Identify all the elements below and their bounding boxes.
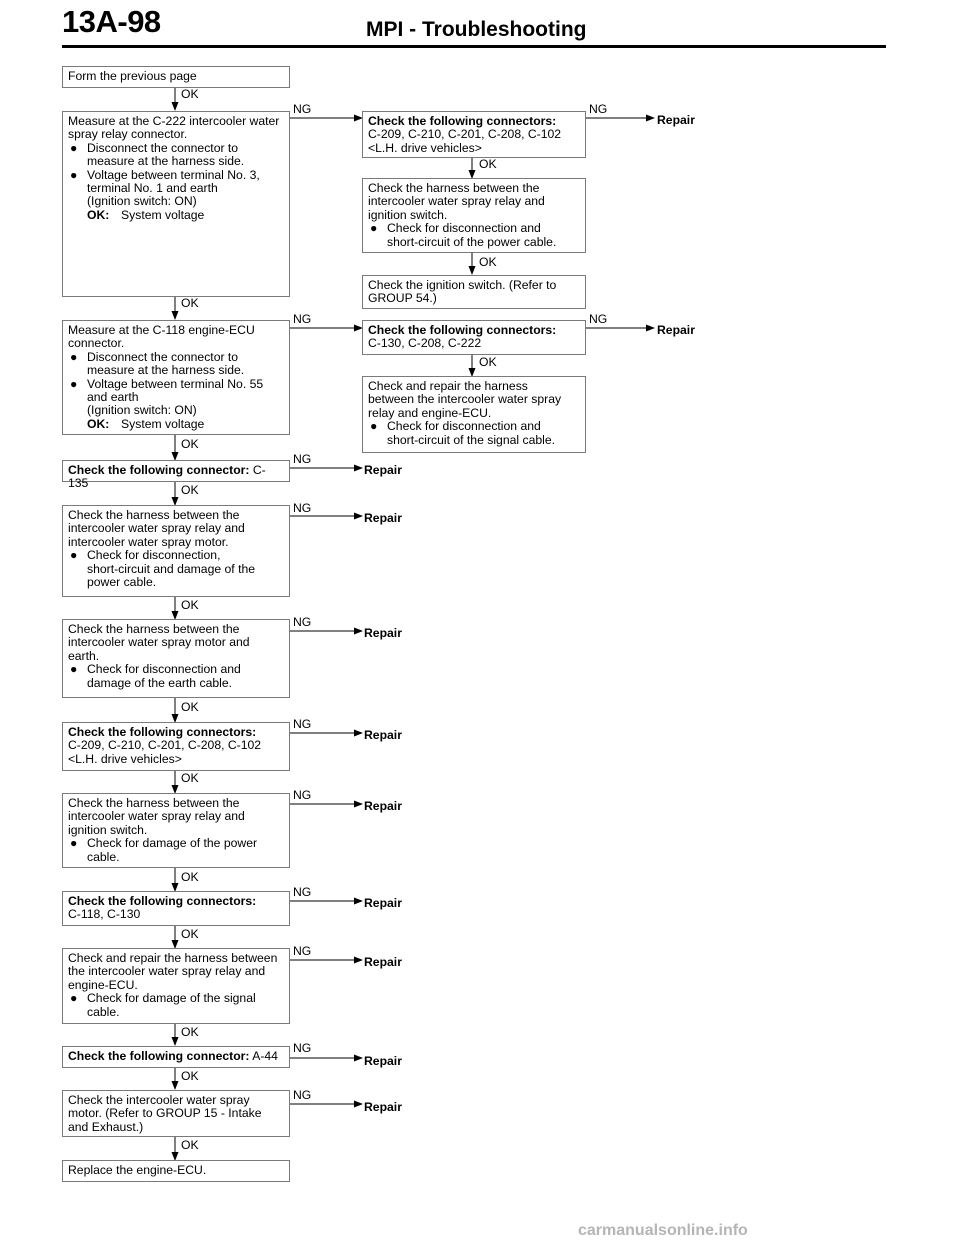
step-text: Check the following connector: A-44 xyxy=(68,1049,278,1063)
step-text: short-circuit of the power cable. xyxy=(387,234,557,249)
step-text: ignition switch. xyxy=(368,207,448,222)
step-check-harness-motor xyxy=(62,505,290,597)
step-text: between the intercooler water spray xyxy=(368,392,562,407)
step-check-connectors-4 xyxy=(62,891,290,926)
step-check-a44 xyxy=(62,1046,290,1068)
ng-label: NG xyxy=(293,501,312,515)
ng-label: NG xyxy=(589,102,608,116)
ok-label: OK xyxy=(181,598,199,612)
step-text: (Ignition switch: ON) xyxy=(87,194,197,209)
ok-label: OK xyxy=(181,771,199,785)
bullet-item: ● Disconnect the connector to xyxy=(70,140,239,155)
step-text: terminal No. 1 and earth xyxy=(87,181,218,196)
step-text: C-209, C-210, C-201, C-208, C-102 xyxy=(68,738,262,753)
bullet-item: ● Disconnect the connector to xyxy=(70,349,239,364)
step-text: and Exhaust.) xyxy=(68,1119,144,1134)
ok-label: OK xyxy=(479,157,497,171)
ok-label: OK xyxy=(181,1069,199,1083)
step-replace-ecu xyxy=(62,1160,290,1182)
repair-label: Repair xyxy=(364,463,402,477)
bullet-item: ● Check for damage of the power xyxy=(70,836,258,851)
bullet-item: ● Voltage between terminal No. 55 xyxy=(70,376,264,391)
bullet-icon: ● xyxy=(70,167,78,182)
step-text: intercooler water spray motor and xyxy=(68,635,250,650)
ng-label: NG xyxy=(293,1088,312,1102)
step-text: Check the harness between the xyxy=(68,622,240,636)
bullet-icon: ● xyxy=(70,140,78,155)
step-text: relay and engine-ECU. xyxy=(368,405,492,420)
step-measure-c222 xyxy=(62,111,290,297)
step-text: C-209, C-210, C-201, C-208, C-102 xyxy=(368,127,562,142)
bullet-icon: ● xyxy=(70,349,78,364)
ok-label: OK xyxy=(479,255,497,269)
step-heading: Check the following connectors: xyxy=(68,725,257,739)
step-repair-harness-signal xyxy=(62,948,290,1024)
step-text: Check the harness between the xyxy=(68,796,240,810)
step-text: power cable. xyxy=(87,575,157,590)
step-check-harness-earth xyxy=(62,619,290,698)
step-text: Measure at the C-118 engine-ECU xyxy=(68,323,255,337)
repair-label: Repair xyxy=(364,1100,402,1114)
step-repair-harness-ecu xyxy=(362,376,586,453)
bullet-icon: ● xyxy=(370,221,378,236)
watermark: carmanualsonline.info xyxy=(578,1222,748,1239)
bullet-icon: ● xyxy=(70,836,78,851)
ng-label: NG xyxy=(293,452,312,466)
ng-label: NG xyxy=(293,615,312,629)
step-check-ign-switch xyxy=(362,275,586,309)
repair-label: Repair xyxy=(364,896,402,910)
step-text: intercooler water spray motor. xyxy=(68,534,229,549)
step-text: (Ignition switch: ON) xyxy=(87,403,197,418)
step-text: C-118, C-130 xyxy=(68,907,141,922)
step-text: Check the following connector: C-135 xyxy=(68,463,266,491)
step-text: damage of the earth cable. xyxy=(87,675,232,690)
bullet-item: ● Check for damage of the signal xyxy=(70,991,256,1006)
ng-label: NG xyxy=(293,885,312,899)
bullet-item: ● Check for disconnection and xyxy=(370,221,541,236)
ok-label: OK xyxy=(181,1025,199,1039)
step-text: Check the harness between the xyxy=(368,181,540,195)
step-text: C-130, C-208, C-222 xyxy=(368,336,482,351)
step-text: Measure at the C-222 intercooler water xyxy=(68,114,280,128)
step-text: short-circuit of the signal cable. xyxy=(387,432,555,447)
step-text: intercooler water spray relay and xyxy=(68,521,245,536)
ng-label: NG xyxy=(293,1041,312,1055)
ok-label: OK xyxy=(181,437,199,451)
step-text: earth. xyxy=(68,648,100,663)
step-text: cable. xyxy=(87,849,120,864)
ok-label: OK xyxy=(181,296,199,310)
ok-label: OK xyxy=(479,355,497,369)
step-measure-c118 xyxy=(62,320,290,435)
step-check-harness-ign xyxy=(362,178,586,253)
bullet-item: ● Check for disconnection and xyxy=(70,662,241,677)
ng-label: NG xyxy=(589,312,608,326)
step-text: spray relay connector. xyxy=(68,127,188,142)
step-text: and earth xyxy=(87,390,139,405)
repair-label: Repair xyxy=(364,955,402,969)
bullet-icon: ● xyxy=(70,548,78,563)
ok-label: OK xyxy=(181,483,199,497)
step-heading: Check the following connectors: xyxy=(368,323,557,337)
step-text: Check the harness between the xyxy=(68,508,240,522)
ok-criteria: OK: System voltage xyxy=(87,207,205,222)
bullet-item: ● Check for disconnection, xyxy=(70,548,221,563)
ok-label: OK xyxy=(181,87,199,101)
step-text: measure at the harness side. xyxy=(87,363,245,378)
repair-label: Repair xyxy=(657,323,695,337)
repair-label: Repair xyxy=(364,1054,402,1068)
step-text: Check and repair the harness between xyxy=(68,951,278,965)
repair-label: Repair xyxy=(364,626,402,640)
repair-label: Repair xyxy=(364,511,402,525)
page-code: 13A-98 xyxy=(62,4,161,39)
ok-label: OK xyxy=(181,700,199,714)
step-text: <L.H. drive vehicles> xyxy=(68,751,182,766)
step-text: Check and repair the harness xyxy=(368,379,528,393)
step-text: <L.H. drive vehicles> xyxy=(368,140,482,155)
repair-label: Repair xyxy=(364,728,402,742)
step-check-connectors-3 xyxy=(62,722,290,771)
step-check-connectors-2 xyxy=(362,320,586,355)
step-text: Check the intercooler water spray xyxy=(68,1093,250,1107)
bullet-icon: ● xyxy=(70,991,78,1006)
page-title: MPI - Troubleshooting xyxy=(366,18,587,41)
step-check-harness-power xyxy=(62,793,290,868)
bullet-icon: ● xyxy=(370,419,378,434)
bullet-item: ● Voltage between terminal No. 3, xyxy=(70,167,260,182)
step-text: intercooler water spray relay and xyxy=(68,809,245,824)
step-check-connectors-1 xyxy=(362,111,586,158)
step-heading: Check the following connectors: xyxy=(68,894,257,908)
ok-label: OK xyxy=(181,870,199,884)
step-text: motor. (Refer to GROUP 15 - Intake xyxy=(68,1106,262,1121)
ok-criteria: OK: System voltage xyxy=(87,416,205,431)
step-text: intercooler water spray relay and xyxy=(368,194,545,209)
ng-label: NG xyxy=(293,788,312,802)
step-text: Replace the engine-ECU. xyxy=(68,1163,207,1177)
step-text: engine-ECU. xyxy=(68,977,138,992)
step-text: Form the previous page xyxy=(68,69,197,83)
repair-label: Repair xyxy=(657,113,695,127)
repair-label: Repair xyxy=(364,799,402,813)
ng-label: NG xyxy=(293,312,312,326)
bullet-icon: ● xyxy=(70,376,78,391)
step-check-spray-motor xyxy=(62,1090,290,1137)
bullet-item: ● Check for disconnection and xyxy=(370,419,541,434)
step-text: connector. xyxy=(68,336,125,351)
step-heading: Check the following connectors: xyxy=(368,114,557,128)
step-text: Check the ignition switch. (Refer to xyxy=(368,278,557,292)
ng-label: NG xyxy=(293,102,312,116)
ok-label: OK xyxy=(181,1138,199,1152)
step-text: ignition switch. xyxy=(68,822,148,837)
step-text: short-circuit and damage of the xyxy=(87,561,256,576)
step-text: GROUP 54.) xyxy=(368,291,437,306)
ng-label: NG xyxy=(293,944,312,958)
step-text: cable. xyxy=(87,1004,120,1019)
step-previous-page xyxy=(62,66,290,88)
bullet-icon: ● xyxy=(70,662,78,677)
step-text: the intercooler water spray relay and xyxy=(68,964,266,979)
step-text: measure at the harness side. xyxy=(87,154,245,169)
ng-label: NG xyxy=(293,717,312,731)
ok-label: OK xyxy=(181,927,199,941)
